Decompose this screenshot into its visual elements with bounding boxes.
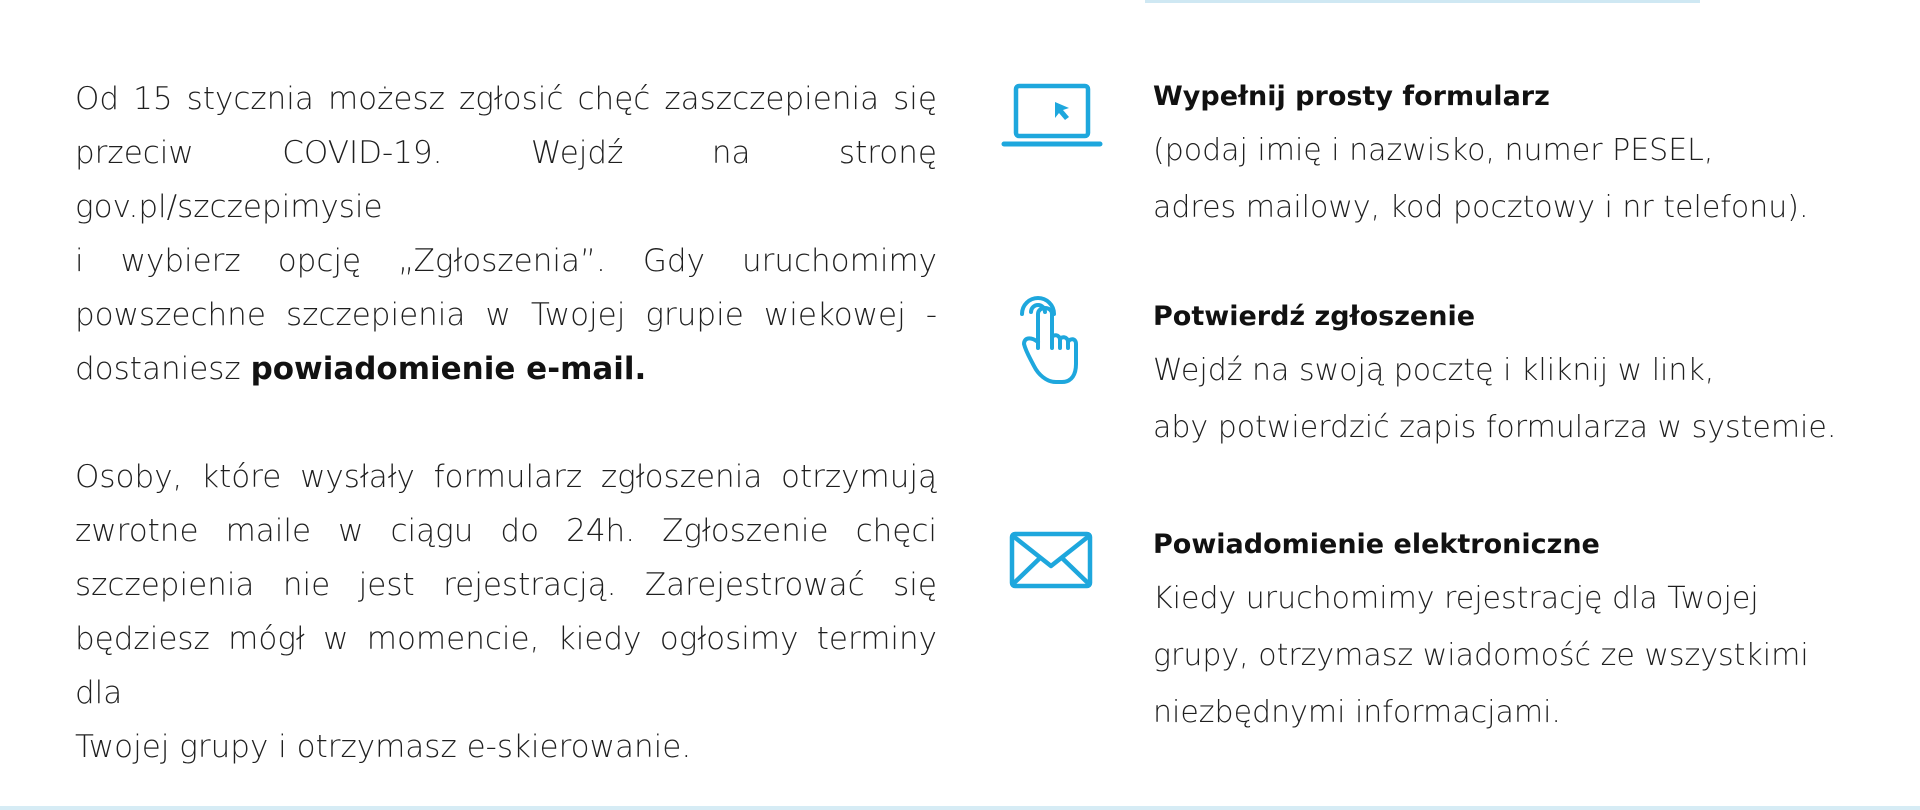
step-description-line: Kiedy uruchomimy rejestrację dla Twojej [1153,581,1759,616]
info-line-final: Twojej grupy i otrzymasz e-skierowanie. [75,729,692,765]
step-confirm-text [1153,292,1893,456]
info-line: będziesz mógł w momencie, kiedy ogłosimy terminy dla [75,621,937,711]
intro-line: Od 15 stycznia możesz zgłosić chęć zaszczepienia się [75,81,937,117]
email-notification-emphasis: powiadomienie e-mail. [250,351,647,387]
step-description-line: Wejdź na swoją pocztę i kliknij w link, [1153,353,1715,388]
step-notification-text [1153,520,1893,741]
intro-line-final [75,342,937,396]
info-line: Osoby, które wysłały formularz zgłoszenia otrzymują [75,459,937,495]
step-description-line: grupy, otrzymasz wiadomość ze wszystkimi [1153,638,1809,673]
envelope-icon [1000,520,1110,610]
step-fill-form-text [1153,72,1893,236]
intro-line: przeciw COVID-19. Wejdź na stronę gov.pl/szczepimysie [75,135,937,225]
top-accent-rule [1145,0,1700,3]
bottom-accent-rule [0,806,1920,810]
step-description-line: niezbędnymi informacjami. [1153,695,1561,730]
tap-hand-icon [1000,292,1110,382]
intro-line: i wybierz opcję „Zgłoszenia”. Gdy uruchomimy [75,243,937,279]
intro-paragraph-1 [75,72,937,396]
laptop-cursor-icon [1000,72,1110,162]
step-description-line: (podaj imię i nazwisko, numer PESEL, [1153,133,1714,168]
step-title: Powiadomienie elektroniczne [1153,529,1600,560]
step-description-line: aby potwierdzić zapis formularza w systemie. [1153,410,1837,445]
step-title: Wypełnij prosty formularz [1153,81,1550,112]
intro-final-prefix: dostaniesz [75,351,251,387]
step-description-line: adres mailowy, kod pocztowy i nr telefonu). [1153,190,1809,225]
intro-line: powszechne szczepienia w Twojej grupie wiekowej - [75,297,937,333]
step-title: Potwierdź zgłoszenie [1153,301,1476,332]
info-line: zwrotne maile w ciągu do 24h. Zgłoszenie chęci [75,513,937,549]
intro-text-column [75,72,937,774]
intro-paragraph-2 [75,450,937,774]
info-line: szczepienia nie jest rejestracją. Zarejestrować się [75,567,937,603]
